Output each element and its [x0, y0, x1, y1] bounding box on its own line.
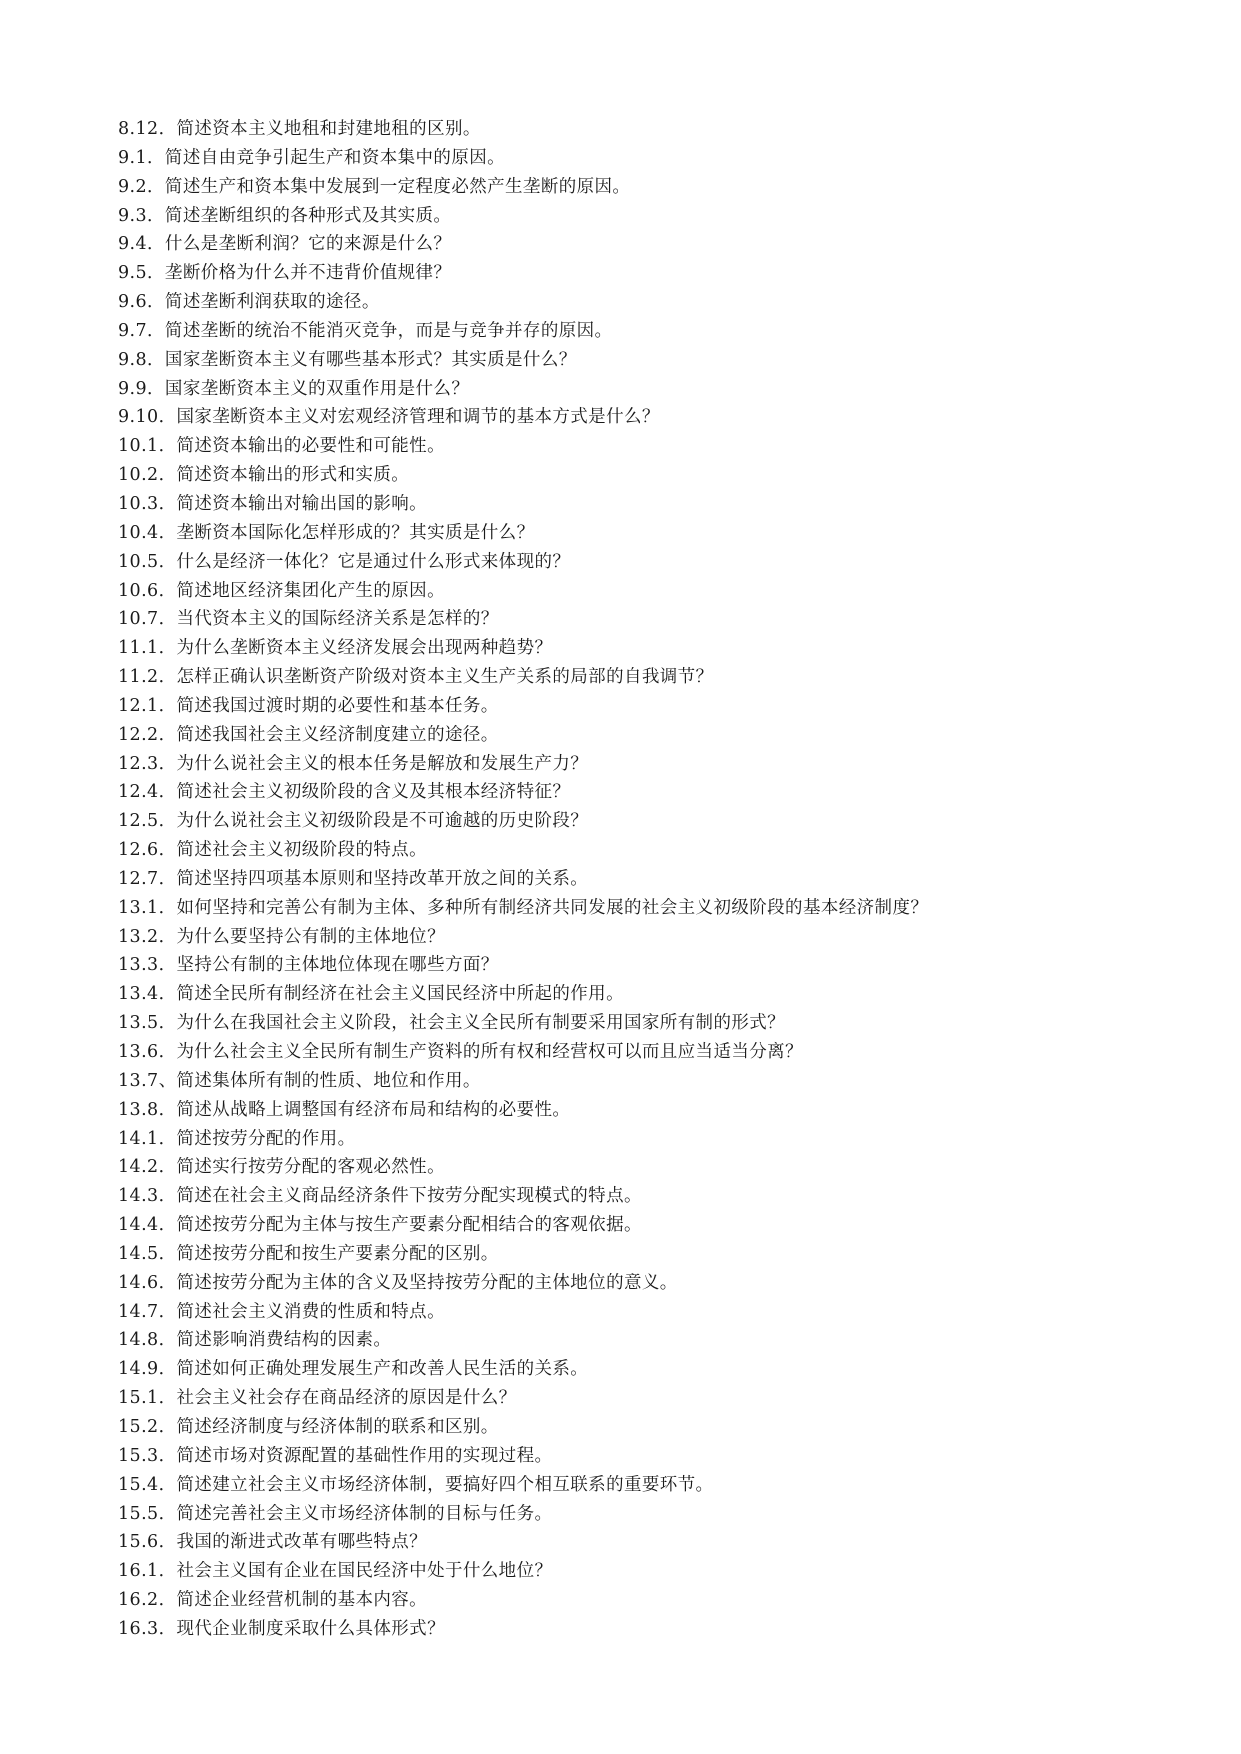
question-item: 9.4．什么是垄断利润？它的来源是什么？	[118, 234, 452, 255]
question-item: 14.3．简述在社会主义商品经济条件下按劳分配实现模式的特点。	[118, 1186, 642, 1207]
question-item: 11.1．为什么垄断资本主义经济发展会出现两种趋势？	[118, 638, 553, 659]
question-item: 15.5．简述完善社会主义市场经济体制的目标与任务。	[118, 1503, 553, 1524]
question-item: 9.6．简述垄断利润获取的途径。	[118, 292, 380, 313]
question-item: 9.2．简述生产和资本集中发展到一定程度必然产生垄断的原因。	[118, 176, 631, 197]
question-item: 14.6．简述按劳分配为主体的含义及坚持按劳分配的主体地位的意义。	[118, 1272, 678, 1293]
question-item: 10.2．简述资本输出的形式和实质。	[118, 465, 410, 486]
question-item: 13.3．坚持公有制的主体地位体现在哪些方面？	[118, 955, 499, 976]
question-item: 14.2．简述实行按劳分配的客观必然性。	[118, 1157, 445, 1178]
question-item: 14.7．简述社会主义消费的性质和特点。	[118, 1301, 445, 1322]
question-item: 10.5．什么是经济一体化？它是通过什么形式来体现的？	[118, 551, 571, 572]
question-item: 13.4．简述全民所有制经济在社会主义国民经济中所起的作用。	[118, 984, 624, 1005]
question-item: 16.2．简述企业经营机制的基本内容。	[118, 1590, 428, 1611]
question-item: 15.3．简述市场对资源配置的基础性作用的实现过程。	[118, 1445, 553, 1466]
question-item: 10.6．简述地区经济集团化产生的原因。	[118, 580, 445, 601]
question-item: 12.4．简述社会主义初级阶段的含义及其根本经济特征？	[118, 782, 571, 803]
question-item: 12.2．简述我国社会主义经济制度建立的途径。	[118, 724, 499, 745]
question-list	[118, 115, 1138, 1644]
question-item: 9.10．国家垄断资本主义对宏观经济管理和调节的基本方式是什么？	[118, 407, 660, 428]
question-item: 12.3．为什么说社会主义的根本任务是解放和发展生产力？	[118, 753, 589, 774]
question-item: 14.8．简述影响消费结构的因素。	[118, 1330, 392, 1351]
question-item: 12.7．简述坚持四项基本原则和坚持改革开放之间的关系。	[118, 868, 589, 889]
question-item: 15.2．简述经济制度与经济体制的联系和区别。	[118, 1416, 499, 1437]
question-item: 11.2．怎样正确认识垄断资产阶级对资本主义生产关系的局部的自我调节？	[118, 667, 714, 688]
question-item: 14.1．简述按劳分配的作用。	[118, 1128, 356, 1149]
question-item: 9.9．国家垄断资本主义的双重作用是什么？	[118, 378, 470, 399]
question-item: 13.8．简述从战略上调整国有经济布局和结构的必要性。	[118, 1099, 571, 1120]
question-item: 12.1．简述我国过渡时期的必要性和基本任务。	[118, 695, 499, 716]
question-item: 9.3．简述垄断组织的各种形式及其实质。	[118, 205, 452, 226]
question-item: 9.7．简述垄断的统治不能消灭竞争，而是与竞争并存的原因。	[118, 320, 613, 341]
question-item: 15.4．简述建立社会主义市场经济体制，要搞好四个相互联系的重要环节。	[118, 1474, 714, 1495]
question-item: 9.8．国家垄断资本主义有哪些基本形式？其实质是什么？	[118, 349, 577, 370]
question-item: 10.4．垄断资本国际化怎样形成的？其实质是什么？	[118, 522, 535, 543]
question-item: 9.1．简述自由竞争引起生产和资本集中的原因。	[118, 147, 506, 168]
question-item: 16.1．社会主义国有企业在国民经济中处于什么地位？	[118, 1561, 553, 1582]
question-item: 13.6．为什么社会主义全民所有制生产资料的所有权和经营权可以而且应当适当分离？	[118, 1042, 803, 1062]
question-item: 13.7、简述集体所有制的性质、地位和作用。	[118, 1070, 481, 1091]
question-item: 14.4．简述按劳分配为主体与按生产要素分配相结合的客观依据。	[118, 1215, 642, 1236]
question-item: 13.2．为什么要坚持公有制的主体地位？	[118, 926, 445, 947]
question-item: 15.6．我国的渐进式改革有哪些特点？	[118, 1532, 428, 1553]
question-item: 9.5．垄断价格为什么并不违背价值规律？	[118, 263, 452, 284]
question-item: 8.12．简述资本主义地租和封建地租的区别。	[118, 119, 481, 139]
question-item: 14.9．简述如何正确处理发展生产和改善人民生活的关系。	[118, 1359, 589, 1380]
question-item: 15.1．社会主义社会存在商品经济的原因是什么？	[118, 1388, 517, 1409]
question-item: 10.7．当代资本主义的国际经济关系是怎样的？	[118, 609, 499, 630]
question-item: 12.6．简述社会主义初级阶段的特点。	[118, 840, 428, 861]
question-item: 12.5．为什么说社会主义初级阶段是不可逾越的历史阶段？	[118, 811, 589, 832]
question-item: 13.5．为什么在我国社会主义阶段，社会主义全民所有制要采用国家所有制的形式？	[118, 1013, 786, 1034]
question-item: 16.3．现代企业制度采取什么具体形式？	[118, 1618, 445, 1639]
question-item: 10.3．简述资本输出对输出国的影响。	[118, 493, 428, 514]
question-item: 10.1．简述资本输出的必要性和可能性。	[118, 436, 445, 457]
question-item: 14.5．简述按劳分配和按生产要素分配的区别。	[118, 1243, 499, 1264]
question-item: 13.1．如何坚持和完善公有制为主体、多种所有制经济共同发展的社会主义初级阶段的基本经济制度？	[118, 897, 929, 918]
